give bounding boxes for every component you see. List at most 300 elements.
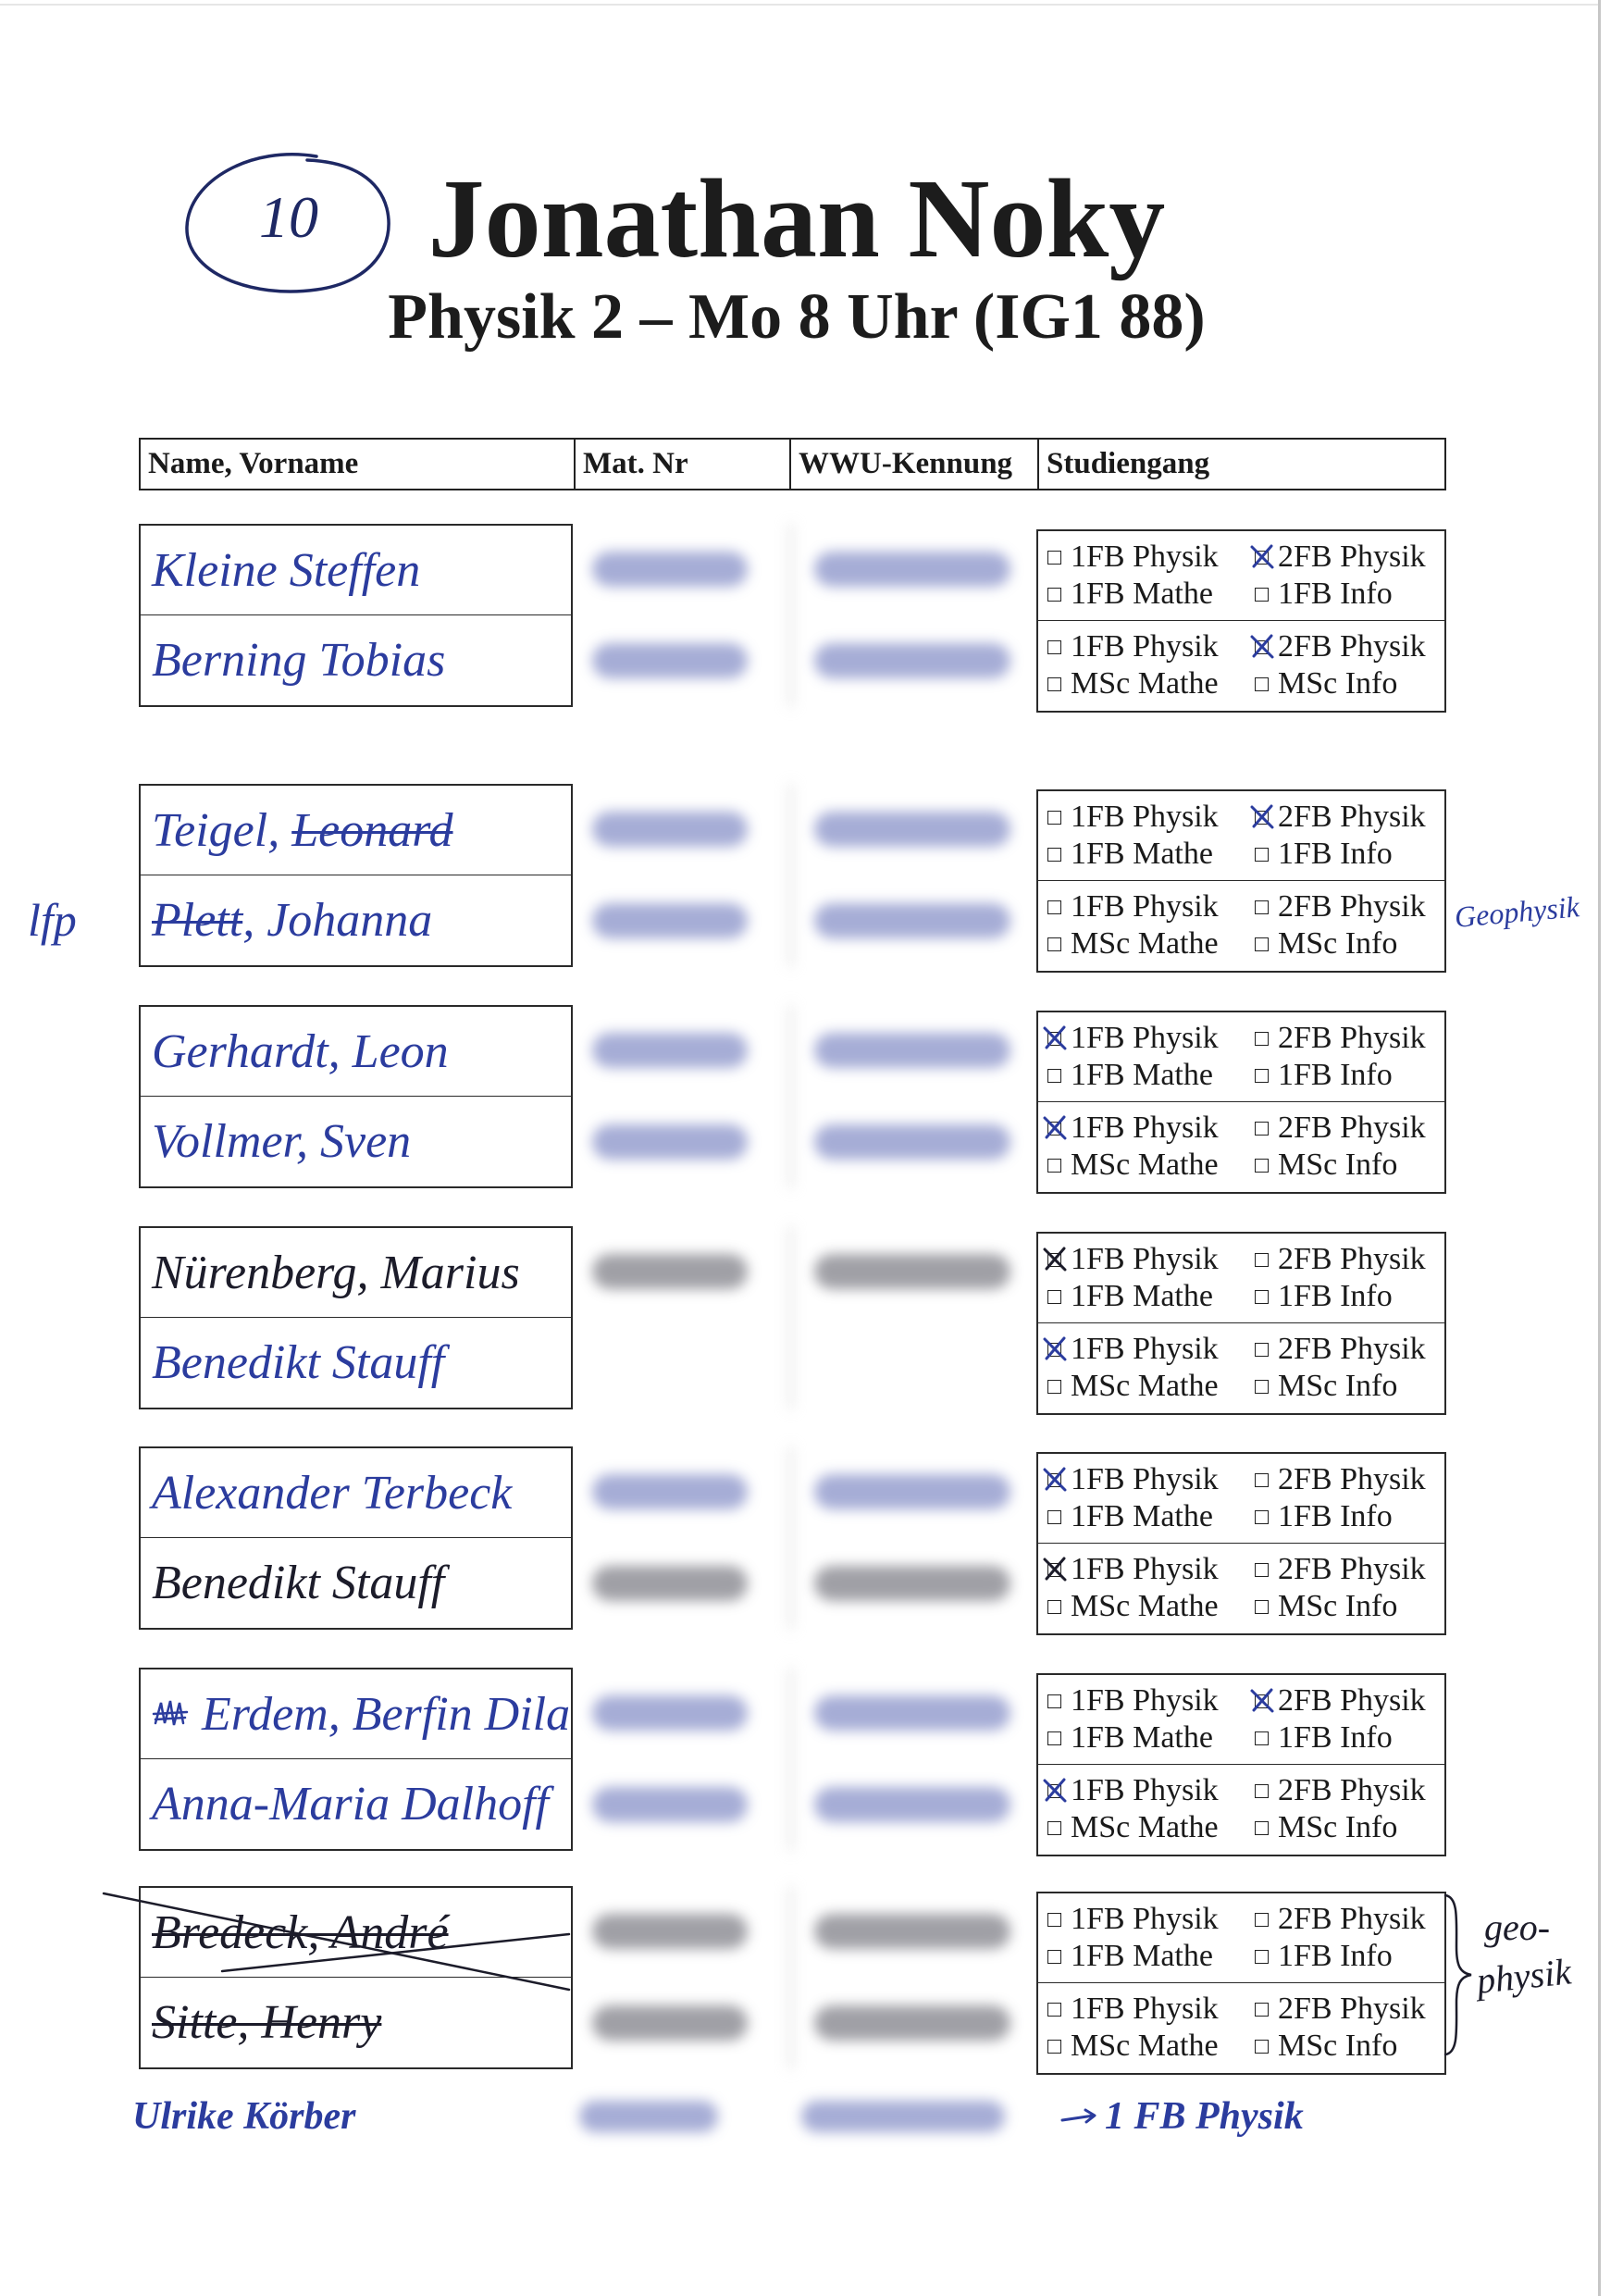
redacted-mat-nr: [592, 2005, 748, 2041]
redacted-area: [576, 1005, 1033, 1188]
scan-edge: [1598, 0, 1601, 2296]
studiengang-option: [1047, 1020, 1255, 1057]
option-label: 1FB Mathe: [1071, 1058, 1213, 1092]
studiengang-options: [1038, 621, 1444, 711]
option-label: 1FB Info: [1278, 1279, 1393, 1313]
option-label: 2FB Physik: [1278, 1462, 1426, 1496]
redacted-area: [576, 524, 1033, 707]
studiengang-cell: [1036, 1011, 1446, 1194]
checkbox: [1047, 1290, 1061, 1304]
handwritten-name: Erdem, Berfin Dila: [202, 1687, 571, 1741]
studiengang-option: [1255, 1901, 1444, 1938]
option-label: 1FB Mathe: [1071, 577, 1213, 611]
option-label: 1FB Physik: [1071, 540, 1219, 574]
checkbox: [1255, 1510, 1269, 1524]
studiengang-options: [1038, 1102, 1444, 1192]
redacted-mat-nr: [592, 812, 748, 847]
studiengang-options: [1038, 791, 1444, 881]
handwritten-name: Plett: [152, 894, 243, 947]
option-label: 2FB Physik: [1278, 1021, 1426, 1055]
column-header-mat-nr: Mat. Nr: [576, 440, 791, 489]
studiengang-option: [1255, 1719, 1444, 1756]
option-label: 1FB Mathe: [1071, 1720, 1213, 1755]
option-label: MSc Mathe: [1071, 1369, 1219, 1403]
checkbox: [1047, 1821, 1061, 1835]
redacted-wwu-kennung: [814, 2005, 1010, 2041]
checkmark-icon: [1042, 1777, 1068, 1805]
redacted-mat-nr: [592, 1474, 748, 1509]
option-label: 1FB Physik: [1071, 1462, 1219, 1496]
checkbox: [1047, 1343, 1061, 1357]
checkbox: [1047, 1731, 1061, 1745]
studiengang-option: [1255, 665, 1444, 702]
handwritten-name: , Johanna: [242, 894, 433, 947]
checkbox: [1255, 551, 1269, 565]
studiengang-options: [1038, 1893, 1444, 1983]
option-label: MSc Info: [1278, 666, 1398, 701]
option-label: 2FB Physik: [1278, 1992, 1426, 2026]
handwritten-name: Alexander Terbeck: [152, 1466, 513, 1520]
redacted-wwu-kennung: [801, 2101, 1005, 2132]
checkbox: [1047, 640, 1061, 654]
option-label: MSc Mathe: [1071, 666, 1219, 701]
name-cell: [141, 875, 571, 965]
studiengang-option: [1047, 1938, 1255, 1975]
studiengang-option: [1047, 1991, 1255, 2028]
option-label: 1FB Mathe: [1071, 1499, 1213, 1533]
studiengang-option: [1255, 1110, 1444, 1147]
redacted-area: [576, 1668, 1033, 1851]
redacted-row: [576, 1538, 1033, 1630]
option-label: 2FB Physik: [1278, 1552, 1426, 1586]
redacted-row: [576, 1446, 1033, 1538]
checkmark-icon: [1042, 1246, 1068, 1273]
redacted-row: [576, 1886, 1033, 1978]
studiengang-cell: [1036, 789, 1446, 973]
cross-out-line: [222, 1934, 569, 1971]
studiengang-option: [1047, 1461, 1255, 1498]
studiengang-option: [1255, 1991, 1444, 2028]
redacted-mat-nr: [592, 1124, 748, 1160]
option-label: MSc Mathe: [1071, 1810, 1219, 1844]
redacted-mat-nr: [592, 1254, 748, 1289]
table-header: [139, 438, 1446, 490]
checkbox: [1255, 1343, 1269, 1357]
option-label: MSc Mathe: [1071, 1589, 1219, 1623]
studiengang-option: [1047, 665, 1255, 702]
checkbox: [1255, 1069, 1269, 1083]
checkbox: [1255, 1694, 1269, 1708]
name-cell: [141, 786, 571, 875]
checkbox: [1047, 1473, 1061, 1487]
studiengang-option: [1255, 836, 1444, 873]
redacted-row: [576, 784, 1033, 875]
late-entry-name: Ulrike Körber: [132, 2095, 356, 2138]
late-entry-studiengang: 1 FB Physik: [1105, 2095, 1304, 2138]
page-subtitle: Physik 2 – Mo 8 Uhr (IG1 88): [388, 281, 1206, 353]
studiengang-option: [1255, 1368, 1444, 1405]
handwritten-name: Gerhardt, Leon: [152, 1024, 449, 1078]
checkbox: [1047, 1253, 1061, 1267]
checkbox: [1255, 1950, 1269, 1964]
studiengang-option: [1255, 1809, 1444, 1846]
studiengang-option: [1047, 628, 1255, 665]
name-cells: [139, 524, 573, 707]
option-label: 1FB Info: [1278, 1058, 1393, 1092]
studiengang-options: [1038, 1544, 1444, 1633]
redacted-mat-nr: [592, 1566, 748, 1601]
studiengang-option: [1047, 1368, 1255, 1405]
checkbox: [1255, 588, 1269, 602]
redacted-mat-nr: [592, 1787, 748, 1822]
redacted-row: [576, 1668, 1033, 1759]
option-label: MSc Info: [1278, 2029, 1398, 2063]
studiengang-option: [1047, 836, 1255, 873]
option-label: 1FB Physik: [1071, 1242, 1219, 1276]
studiengang-options: [1038, 1454, 1444, 1544]
studiengang-option: [1047, 1809, 1255, 1846]
option-label: MSc Info: [1278, 926, 1398, 961]
redacted-wwu-kennung: [814, 903, 1010, 938]
checkbox: [1255, 677, 1269, 691]
redacted-mat-nr: [592, 1033, 748, 1068]
checkbox: [1255, 937, 1269, 951]
studiengang-option: [1047, 576, 1255, 613]
studiengang-options: [1038, 1765, 1444, 1855]
studiengang-option: [1047, 1278, 1255, 1315]
name-cell: [141, 1759, 571, 1849]
option-label: 1FB Physik: [1071, 800, 1219, 834]
handwritten-name: Teigel,: [152, 803, 292, 857]
checkbox: [1255, 1563, 1269, 1577]
redacted-area: [576, 2093, 1033, 2140]
studiengang-option: [1047, 1147, 1255, 1184]
checkbox: [1255, 1913, 1269, 1927]
redacted-area: [576, 1446, 1033, 1630]
studiengang-option: [1255, 1682, 1444, 1719]
redacted-row: [576, 524, 1033, 615]
option-label: 2FB Physik: [1278, 1683, 1426, 1718]
studiengang-options: [1038, 531, 1444, 621]
checkmark-icon: [1249, 633, 1275, 661]
option-label: 1FB Physik: [1071, 1332, 1219, 1366]
name-cell: [141, 615, 571, 705]
name-cell: [141, 1538, 571, 1628]
studiengang-option: [1255, 1938, 1444, 1975]
studiengang-options: [1038, 1983, 1444, 2073]
option-label: MSc Info: [1278, 1810, 1398, 1844]
checkbox: [1047, 900, 1061, 914]
group-number: 10: [259, 184, 318, 250]
redacted-wwu-kennung: [814, 1474, 1010, 1509]
checkbox: [1255, 1600, 1269, 1614]
column-header-wwu-kennung: WWU-Kennung: [791, 440, 1039, 489]
checkbox: [1255, 1473, 1269, 1487]
studiengang-option: [1047, 539, 1255, 576]
name-cell: [141, 526, 571, 615]
studiengang-option: [1047, 1498, 1255, 1535]
studiengang-option: [1255, 1147, 1444, 1184]
checkbox: [1255, 2040, 1269, 2054]
name-cells: [139, 1446, 573, 1630]
checkbox: [1047, 551, 1061, 565]
option-label: 1FB Mathe: [1071, 837, 1213, 871]
column-header-name: Name, Vorname: [141, 440, 576, 489]
handwritten-name: Bredeck, André: [152, 1905, 449, 1959]
redacted-mat-nr: [592, 903, 748, 938]
redacted-mat-nr: [592, 643, 748, 678]
option-label: 1FB Info: [1278, 577, 1393, 611]
checkmark-icon: [1249, 803, 1275, 831]
checkbox: [1255, 2003, 1269, 2017]
checkbox: [1255, 811, 1269, 825]
checkbox: [1255, 1253, 1269, 1267]
studiengang-cell: [1036, 1232, 1446, 1415]
studiengang-option: [1255, 1498, 1444, 1535]
redacted-wwu-kennung: [814, 1695, 1010, 1731]
handwritten-name: Leonard: [291, 803, 453, 857]
studiengang-option: [1047, 1719, 1255, 1756]
name-cells: [139, 784, 573, 967]
studiengang-option: [1255, 1057, 1444, 1094]
checkbox: [1047, 1784, 1061, 1798]
checkbox: [1255, 1821, 1269, 1835]
handwritten-name: Benedikt Stauff: [152, 1336, 445, 1389]
option-label: 1FB Mathe: [1071, 1279, 1213, 1313]
checkbox: [1047, 1032, 1061, 1046]
redacted-wwu-kennung: [814, 1254, 1010, 1289]
redacted-row: [576, 1226, 1033, 1318]
studiengang-option: [1255, 888, 1444, 925]
studiengang-option: [1255, 799, 1444, 836]
redacted-wwu-kennung: [814, 812, 1010, 847]
handwritten-name: Kleine Steffen: [152, 543, 421, 597]
name-cell: [141, 1097, 571, 1186]
option-label: 2FB Physik: [1278, 540, 1426, 574]
option-label: 1FB Mathe: [1071, 1939, 1213, 1973]
studiengang-option: [1047, 1551, 1255, 1588]
checkbox: [1047, 1950, 1061, 1964]
brace-note-line-1: geo-: [1484, 1906, 1551, 1948]
margin-note-right: Geophysik: [1453, 889, 1581, 934]
studiengang-cell: [1036, 1452, 1446, 1635]
option-label: MSc Mathe: [1071, 2029, 1219, 2063]
checkbox: [1047, 848, 1061, 862]
studiengang-option: [1255, 1772, 1444, 1809]
studiengang-option: [1047, 1241, 1255, 1278]
studiengang-options: [1038, 1234, 1444, 1323]
studiengang-option: [1047, 799, 1255, 836]
option-label: 1FB Info: [1278, 1939, 1393, 1973]
checkbox: [1255, 1032, 1269, 1046]
studiengang-cell: [1036, 1673, 1446, 1856]
checkmark-icon: [1042, 1024, 1068, 1052]
option-label: 1FB Physik: [1071, 889, 1219, 924]
redacted-row: [576, 1759, 1033, 1851]
checkmark-icon: [1042, 1335, 1068, 1363]
studiengang-option: [1255, 628, 1444, 665]
checkbox: [1047, 1913, 1061, 1927]
option-label: 2FB Physik: [1278, 1773, 1426, 1807]
checkmark-icon: [1249, 1687, 1275, 1715]
redacted-wwu-kennung: [814, 1033, 1010, 1068]
option-label: MSc Info: [1278, 1589, 1398, 1623]
cross-out-lines: [93, 1879, 583, 2008]
redacted-mat-nr: [592, 1914, 748, 1949]
studiengang-option: [1255, 1020, 1444, 1057]
checkbox: [1047, 811, 1061, 825]
option-label: MSc Mathe: [1071, 926, 1219, 961]
redacted-mat-nr: [592, 552, 748, 587]
studiengang-option: [1047, 1682, 1255, 1719]
handwritten-name: Anna-Maria Dalhoff: [152, 1778, 549, 1831]
option-label: 1FB Info: [1278, 1720, 1393, 1755]
studiengang-option: [1047, 888, 1255, 925]
redacted-area: [576, 784, 1033, 967]
checkbox: [1047, 588, 1061, 602]
column-header-studiengang: Studiengang: [1047, 447, 1210, 480]
studiengang-cell: [1036, 1892, 1446, 2075]
option-label: 1FB Info: [1278, 1499, 1393, 1533]
checkbox: [1047, 2040, 1061, 2054]
studiengang-option: [1047, 2028, 1255, 2065]
redacted-wwu-kennung: [814, 1566, 1010, 1601]
studiengang-option: [1255, 1461, 1444, 1498]
checkbox: [1255, 1159, 1269, 1173]
redacted-mat-nr: [592, 1695, 748, 1731]
studiengang-option: [1255, 925, 1444, 962]
option-label: 1FB Physik: [1071, 1021, 1219, 1055]
studiengang-option: [1255, 1551, 1444, 1588]
studiengang-options: [1038, 1323, 1444, 1413]
studiengang-options: [1038, 881, 1444, 971]
studiengang-option: [1047, 925, 1255, 962]
checkbox: [1047, 937, 1061, 951]
option-label: 2FB Physik: [1278, 800, 1426, 834]
arrow-icon: [1060, 2106, 1099, 2128]
redacted-row: [576, 1097, 1033, 1188]
option-label: 1FB Physik: [1071, 1111, 1219, 1145]
redacted-row: [576, 1005, 1033, 1097]
brace-mark: [1440, 1892, 1477, 2058]
studiengang-option: [1047, 1057, 1255, 1094]
checkbox: [1047, 2003, 1061, 2017]
option-label: 2FB Physik: [1278, 889, 1426, 924]
checkbox: [1255, 848, 1269, 862]
checkbox: [1255, 900, 1269, 914]
page-title: Jonathan Noky: [427, 156, 1166, 281]
redacted-row: [576, 615, 1033, 707]
option-label: 1FB Physik: [1071, 1902, 1219, 1936]
redacted-wwu-kennung: [814, 1787, 1010, 1822]
checkbox: [1047, 1069, 1061, 1083]
studiengang-option: [1255, 539, 1444, 576]
checkmark-icon: [1042, 1556, 1068, 1583]
name-cells: [139, 1005, 573, 1188]
studiengang-option: [1255, 1241, 1444, 1278]
studiengang-options: [1038, 1675, 1444, 1765]
checkbox: [1047, 1563, 1061, 1577]
handwritten-name: Sitte, Henry: [152, 1996, 382, 2049]
option-label: 1FB Physik: [1071, 1773, 1219, 1807]
studiengang-option: [1047, 1901, 1255, 1938]
name-cells: [139, 1668, 573, 1851]
handwritten-name: Nürenberg, Marius: [152, 1246, 520, 1299]
name-cells: [139, 1226, 573, 1409]
scribble-mark: [152, 1695, 189, 1732]
handwritten-name: Benedikt Stauff: [152, 1557, 445, 1609]
redacted-mat-nr: [579, 2101, 718, 2132]
checkbox: [1255, 1784, 1269, 1798]
checkmark-icon: [1249, 543, 1275, 571]
redacted-wwu-kennung: [814, 643, 1010, 678]
redacted-area: [576, 1886, 1033, 2069]
redacted-wwu-kennung: [814, 552, 1010, 587]
name-cell: [141, 1669, 571, 1759]
name-cell: [141, 1318, 571, 1408]
redacted-area: [576, 1226, 1033, 1409]
option-label: 1FB Physik: [1071, 1992, 1219, 2026]
studiengang-option: [1255, 1278, 1444, 1315]
margin-note-left: lfp: [28, 894, 77, 946]
checkbox: [1047, 1122, 1061, 1136]
option-label: 1FB Physik: [1071, 629, 1219, 664]
option-label: 2FB Physik: [1278, 1111, 1426, 1145]
studiengang-option: [1047, 1588, 1255, 1625]
redacted-row: [576, 875, 1033, 967]
redacted-row: [576, 1978, 1033, 2069]
name-cell: [141, 1228, 571, 1318]
option-label: 1FB Info: [1278, 837, 1393, 871]
checkbox: [1255, 1731, 1269, 1745]
checkmark-icon: [1042, 1466, 1068, 1494]
handwritten-name: Vollmer, Sven: [152, 1115, 412, 1168]
studiengang-options: [1038, 1012, 1444, 1102]
option-label: 2FB Physik: [1278, 1332, 1426, 1366]
studiengang-option: [1255, 1331, 1444, 1368]
checkbox: [1255, 640, 1269, 654]
name-cell: [141, 1448, 571, 1538]
studiengang-cell: [1036, 529, 1446, 713]
checkbox: [1255, 1290, 1269, 1304]
checkbox: [1047, 1694, 1061, 1708]
option-label: MSc Info: [1278, 1369, 1398, 1403]
studiengang-option: [1255, 1588, 1444, 1625]
checkbox: [1255, 1380, 1269, 1394]
option-label: MSc Info: [1278, 1148, 1398, 1182]
scan-edge-top: [0, 4, 1598, 6]
studiengang-option: [1255, 576, 1444, 613]
checkbox: [1047, 1600, 1061, 1614]
option-label: 1FB Physik: [1071, 1552, 1219, 1586]
option-label: 2FB Physik: [1278, 1242, 1426, 1276]
option-label: 2FB Physik: [1278, 1902, 1426, 1936]
brace-note-line-2: physik: [1474, 1950, 1573, 2002]
checkbox: [1047, 1510, 1061, 1524]
checkmark-icon: [1042, 1114, 1068, 1142]
checkbox: [1047, 677, 1061, 691]
name-cell: [141, 1007, 571, 1097]
redacted-row: [576, 1318, 1033, 1409]
checkbox: [1255, 1122, 1269, 1136]
option-label: 2FB Physik: [1278, 629, 1426, 664]
option-label: MSc Mathe: [1071, 1148, 1219, 1182]
redacted-wwu-kennung: [814, 1124, 1010, 1160]
checkbox: [1047, 1159, 1061, 1173]
option-label: 1FB Physik: [1071, 1683, 1219, 1718]
redacted-wwu-kennung: [814, 1914, 1010, 1949]
studiengang-option: [1047, 1110, 1255, 1147]
